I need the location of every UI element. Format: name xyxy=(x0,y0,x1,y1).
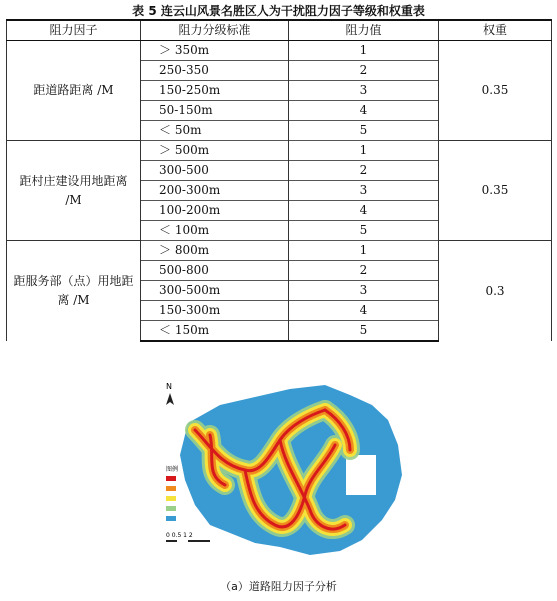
map-legend xyxy=(166,465,178,521)
standard-cell: ＜ 100m xyxy=(141,221,289,241)
value-cell: 5 xyxy=(289,221,439,241)
road-resistance-map xyxy=(150,375,410,565)
standard-cell: 200-300m xyxy=(141,181,289,201)
value-cell: 4 xyxy=(289,101,439,121)
value-cell: 5 xyxy=(289,321,439,342)
legend-title: 图例 xyxy=(166,466,179,473)
scale-bar xyxy=(166,532,210,542)
north-arrow-icon xyxy=(166,382,174,405)
standard-cell: ＞ 500m xyxy=(141,141,289,161)
standard-cell: ＞ 800m xyxy=(141,241,289,261)
weight-cell: 0.35 xyxy=(439,41,552,141)
table-row xyxy=(7,141,552,161)
value-cell: 5 xyxy=(289,121,439,141)
factor-cell: 距村庄建设用地距离 /M xyxy=(7,141,141,241)
header-weight: 权重 xyxy=(439,20,552,41)
table-row xyxy=(7,241,552,261)
standard-cell: 150-250m xyxy=(141,81,289,101)
weight-cell: 0.35 xyxy=(439,141,552,241)
value-cell: 3 xyxy=(289,281,439,301)
legend-swatch-1 xyxy=(166,476,176,481)
header-standard: 阻力分级标准 xyxy=(141,20,289,41)
standard-cell: 100-200m xyxy=(141,201,289,221)
standard-cell: 300-500m xyxy=(141,281,289,301)
table-title: 表 5 连云山风景名胜区人为干扰阻力因子等级和权重表 xyxy=(132,4,425,18)
scale-label: 0 0.5 1 2 xyxy=(166,532,193,539)
value-cell: 1 xyxy=(289,241,439,261)
legend-swatch-3 xyxy=(166,496,176,501)
standard-cell: 300-500 xyxy=(141,161,289,181)
standard-cell: 150-300m xyxy=(141,301,289,321)
value-cell: 3 xyxy=(289,81,439,101)
legend-swatch-5 xyxy=(166,516,176,521)
value-cell: 2 xyxy=(289,161,439,181)
region-gap xyxy=(346,455,376,495)
standard-cell: ＞ 350m xyxy=(141,41,289,61)
value-cell: 4 xyxy=(289,201,439,221)
weight-cell: 0.3 xyxy=(439,241,552,342)
value-cell: 1 xyxy=(289,141,439,161)
standard-cell: ＜ 50m xyxy=(141,121,289,141)
factor-cell: 距道路距离 /M xyxy=(7,41,141,141)
standard-cell: 50-150m xyxy=(141,101,289,121)
header-factor: 阻力因子 xyxy=(7,20,141,41)
standard-cell: 500-800 xyxy=(141,261,289,281)
value-cell: 3 xyxy=(289,181,439,201)
table-row xyxy=(7,41,552,61)
table-header-row xyxy=(7,20,552,41)
legend-swatch-2 xyxy=(166,486,176,491)
resistance-table xyxy=(6,19,552,342)
header-value: 阻力值 xyxy=(289,20,439,41)
value-cell: 4 xyxy=(289,301,439,321)
standard-cell: ＜ 150m xyxy=(141,321,289,342)
legend-swatch-4 xyxy=(166,506,176,511)
north-label: N xyxy=(166,382,172,391)
figure-caption: （a）道路阻力因子分析 xyxy=(220,580,337,593)
factor-cell: 距服务部（点）用地距离 /M xyxy=(7,241,141,342)
value-cell: 2 xyxy=(289,61,439,81)
value-cell: 1 xyxy=(289,41,439,61)
standard-cell: 250-350 xyxy=(141,61,289,81)
value-cell: 2 xyxy=(289,261,439,281)
